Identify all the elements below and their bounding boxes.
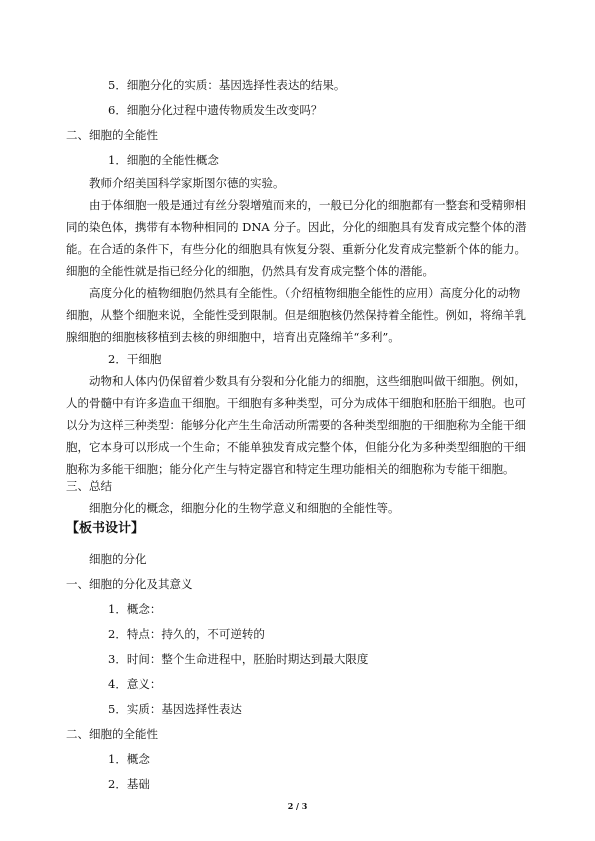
text-line: 细胞分化的概念，细胞分化的生物学意义和细胞的全能性等。 [89,501,400,515]
text-line: 以分为这样三种类型：能够分化产生生命活动所需要的各种类型细胞的干细胞称为全能干细 [66,418,526,432]
section-heading: 一、细胞的分化及其意义 [66,577,193,591]
section-heading: 二、细胞的全能性 [66,128,158,142]
text-line: 教师介绍美国科学家斯图尔德的实验。 [89,176,285,190]
text-line: 胞，它本身可以形成一个生命；不能单独发育成完整个体，但能分化为多种类型细胞的干细 [66,440,526,454]
outline-item: 4．意义： [108,677,162,691]
outline-item: 1．概念： [108,602,162,616]
section-heading: 二、细胞的全能性 [66,727,158,741]
outline-item: 3．时间：整个生命进程中，胚胎时期达到最大限度 [108,652,369,666]
text-line: 2．干细胞 [108,352,162,366]
text-line: 由于体细胞一般是通过有丝分裂增殖而来的，一般已分化的细胞都有一整套和受精卵相 [89,198,526,212]
outline-title: 细胞的分化 [89,552,147,566]
outline-item: 5．实质：基因选择性表达 [108,702,242,716]
text-line: 动物和人体内仍保留着少数具有分裂和分化能力的细胞，这些细胞叫做干细胞。例如， [89,374,526,388]
text-line: 细胞，从整个细胞来说，全能性受到限制。但是细胞核仍然保持着全能性。例如，将绵羊乳 [66,308,526,322]
text-line: 1．细胞的全能性概念 [108,153,219,167]
outline-item: 1．概念 [108,752,150,766]
outline-item: 2．基础 [108,777,150,791]
text-line: 细胞的全能性就是指已经分化的细胞，仍然具有发育成完整个体的潜能。 [66,264,434,278]
section-heading: 三、总结 [66,479,112,493]
text-line: 5．细胞分化的实质：基因选择性表达的结果。 [108,78,346,92]
outline-item: 2．特点：持久的，不可逆转的 [108,627,265,641]
text-line: 人的骨髓中有许多造血干细胞。干细胞有多种类型，可分为成体干细胞和胚胎干细胞。也可 [66,396,526,410]
text-line: 6．细胞分化过程中遗传物质发生改变吗？ [108,103,323,117]
text-line: 能。在合适的条件下，有些分化的细胞具有恢复分裂、重新分化发育成完整新个体的能力。 [66,242,526,256]
text-line: 同的染色体，携带有本物种相同的 DNA 分子。因此，分化的细胞具有发育成完整个体的潜 [66,220,527,234]
text-line: 高度分化的植物细胞仍然具有全能性。（介绍植物细胞全能性的应用）高度分化的动物 [89,286,521,300]
board-design-heading: 【板书设计】 [66,521,145,536]
text-line: 腺细胞的细胞核移植到去核的卵细胞中，培育出克隆绵羊“多利”。 [66,330,400,344]
page-number: 2 / 3 [287,801,308,811]
text-line: 胞称为多能干细胞；能分化产生与特定器官和特定生理功能相关的细胞称为专能干细胞。 [66,462,515,476]
